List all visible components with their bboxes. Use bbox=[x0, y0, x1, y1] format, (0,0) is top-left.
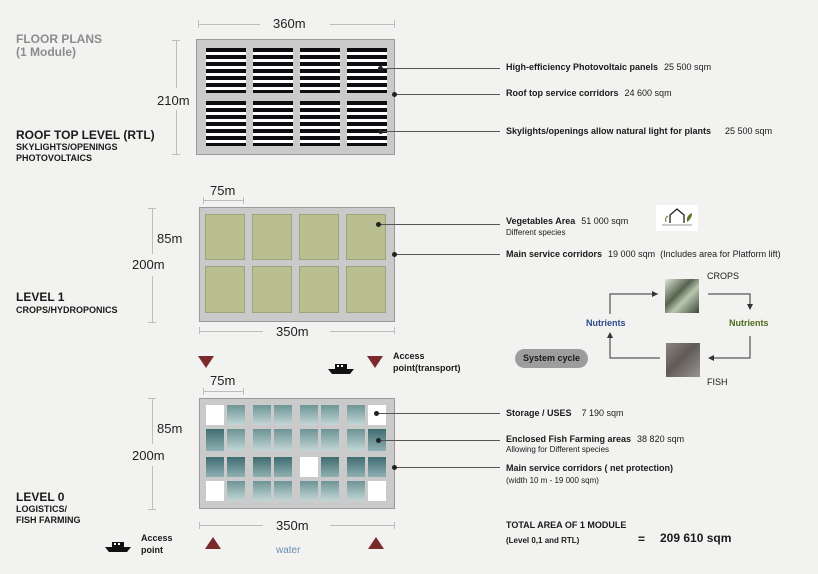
rtl-level-subtitle: SKYLIGHTS/OPENINGS bbox=[16, 142, 118, 152]
fish-farming-area bbox=[368, 457, 386, 477]
cycle-arrows bbox=[600, 286, 760, 376]
leader-line bbox=[380, 68, 500, 69]
total-area-value: 209 610 sqm bbox=[660, 531, 732, 545]
page-subtitle: (1 Module) bbox=[16, 45, 76, 59]
access-point-line1: Access bbox=[141, 533, 173, 543]
pv-panel bbox=[253, 48, 293, 93]
crop-area bbox=[299, 266, 339, 313]
dimension-tick bbox=[148, 322, 156, 323]
level0-width-label: 350m bbox=[276, 518, 309, 533]
rtl-height-label: 210m bbox=[157, 93, 190, 108]
nutrients-left-label: Nutrients bbox=[586, 318, 626, 328]
fish-farming-area bbox=[300, 405, 318, 425]
plant-house-icon bbox=[656, 205, 698, 231]
leader-line bbox=[378, 224, 500, 225]
level1-width-label: 350m bbox=[276, 324, 309, 339]
total-equals: = bbox=[638, 532, 646, 546]
fish-farming-area bbox=[321, 457, 339, 477]
crop-area bbox=[205, 266, 245, 313]
pv-panel bbox=[300, 101, 340, 146]
dimension-tick bbox=[148, 509, 156, 510]
leader-line bbox=[394, 94, 500, 95]
level0-height-label: 200m bbox=[132, 448, 165, 463]
dimension-line bbox=[330, 525, 395, 526]
crop-area bbox=[346, 266, 386, 313]
level0-corridors-label: Main service corridors ( net protection) bbox=[506, 463, 674, 473]
dimension-line bbox=[199, 525, 263, 526]
fish-farming-area bbox=[274, 405, 292, 425]
level1-corridors-label: Main service corridors 19 000 sqm (Includes area for Platform lift) bbox=[506, 249, 781, 259]
dimension-line bbox=[198, 24, 260, 25]
system-cycle-badge bbox=[515, 349, 588, 368]
level1-floor-plan bbox=[199, 207, 395, 322]
fish-farming-area bbox=[253, 481, 271, 501]
rtl-level-title: ROOF TOP LEVEL (RTL) bbox=[16, 128, 155, 142]
storage-area bbox=[300, 457, 318, 477]
dimension-line bbox=[199, 331, 263, 332]
dimension-line bbox=[176, 110, 177, 154]
dimension-line bbox=[176, 40, 177, 88]
module-width-label: 75m bbox=[210, 183, 236, 198]
fish-farming-subtitle: Allowing for Different species bbox=[506, 445, 610, 454]
dimension-line bbox=[152, 398, 153, 444]
leader-line bbox=[378, 440, 500, 441]
leader-line bbox=[380, 131, 500, 132]
module-height-label: 85m bbox=[157, 421, 183, 436]
level0-subtitle: LOGISTICS/ bbox=[16, 504, 68, 514]
dimension-line bbox=[152, 466, 153, 509]
dimension-line bbox=[330, 331, 395, 332]
storage-area bbox=[206, 405, 224, 425]
boat-icon bbox=[326, 360, 356, 376]
dimension-line bbox=[152, 208, 153, 254]
module-width-label: 75m bbox=[210, 373, 236, 388]
fish-farming-area bbox=[347, 481, 365, 501]
nutrients-right-label: Nutrients bbox=[729, 318, 769, 328]
fish-farming-area bbox=[206, 457, 224, 477]
fish-farming-area bbox=[253, 405, 271, 425]
module-height-label: 85m bbox=[157, 231, 183, 246]
level1-title: LEVEL 1 bbox=[16, 290, 65, 304]
pv-panels-label: High-efficiency Photovoltaic panels 25 500 sqm bbox=[506, 62, 712, 72]
crop-area bbox=[252, 266, 292, 313]
access-marker-icon bbox=[198, 356, 214, 368]
skylights-label: Skylights/openings allow natural light for plants 25 500 sqm bbox=[506, 126, 773, 136]
fish-farming-area bbox=[321, 405, 339, 425]
rtl-level-subtitle: PHOTOVOLTAICS bbox=[16, 153, 93, 163]
level0-floor-plan bbox=[199, 398, 395, 509]
rtl-floor-plan bbox=[196, 39, 395, 155]
fish-farming-area bbox=[274, 481, 292, 501]
fish-farming-area bbox=[347, 429, 365, 451]
fish-farming-area bbox=[274, 457, 292, 477]
level0-title: LEVEL 0 bbox=[16, 490, 65, 504]
dimension-line bbox=[203, 391, 243, 392]
fish-farming-area bbox=[253, 429, 271, 451]
leader-line bbox=[394, 467, 500, 468]
storage-label: Storage / USES 7 190 sqm bbox=[506, 408, 624, 418]
system-cycle-label: System cycle bbox=[522, 353, 581, 363]
fish-farming-area bbox=[227, 481, 245, 501]
dimension-line bbox=[203, 200, 243, 201]
dimension-tick bbox=[172, 154, 180, 155]
dimension-line bbox=[330, 24, 395, 25]
fish-farming-area bbox=[300, 481, 318, 501]
dimension-tick bbox=[243, 388, 244, 395]
crop-area bbox=[252, 214, 292, 260]
level0-subtitle: FISH FARMING bbox=[16, 515, 81, 525]
fish-farming-area bbox=[206, 429, 224, 451]
fish-farming-area bbox=[347, 457, 365, 477]
level0-corridors-subtitle: (width 10 m - 19 000 sqm) bbox=[506, 476, 599, 485]
crops-label: CROPS bbox=[707, 271, 740, 281]
access-marker-icon bbox=[367, 356, 383, 368]
crop-area bbox=[299, 214, 339, 260]
fish-farming-area bbox=[347, 405, 365, 425]
fish-label: FISH bbox=[707, 377, 728, 387]
fish-farming-label: Enclosed Fish Farming areas 38 820 sqm bbox=[506, 434, 685, 444]
level1-subtitle: CROPS/HYDROPONICS bbox=[16, 305, 118, 315]
total-area-subtitle: (Level 0,1 and RTL) bbox=[506, 536, 580, 545]
fish-farming-area bbox=[227, 457, 245, 477]
vegetables-area-label: Vegetables Area 51 000 sqm bbox=[506, 216, 629, 226]
access-marker-icon bbox=[205, 537, 221, 549]
dimension-tick bbox=[243, 197, 244, 204]
water-label: water bbox=[276, 545, 301, 556]
access-marker-icon bbox=[368, 537, 384, 549]
access-point-line2: point bbox=[141, 545, 163, 555]
pv-panel bbox=[347, 101, 387, 146]
vegetables-area-subtitle: Different species bbox=[506, 228, 566, 237]
pv-panel bbox=[206, 101, 246, 146]
fish-farming-area bbox=[227, 405, 245, 425]
fish-farming-area bbox=[253, 457, 271, 477]
leader-line bbox=[394, 254, 500, 255]
fish-farming-area bbox=[274, 429, 292, 451]
fish-farming-area bbox=[321, 429, 339, 451]
total-area-title: TOTAL AREA OF 1 MODULE bbox=[506, 520, 627, 530]
rtl-width-label: 360m bbox=[273, 16, 306, 31]
boat-icon bbox=[103, 538, 133, 554]
storage-area bbox=[206, 481, 224, 501]
fish-farming-area bbox=[300, 429, 318, 451]
page-title: FLOOR PLANS bbox=[16, 32, 102, 46]
rtl-corridors-label: Roof top service corridors 24 600 sqm bbox=[506, 88, 672, 98]
pv-panel bbox=[206, 48, 246, 93]
pv-panel bbox=[300, 48, 340, 93]
level1-height-label: 200m bbox=[132, 257, 165, 272]
leader-line bbox=[376, 413, 500, 414]
crop-area bbox=[205, 214, 245, 260]
crop-area bbox=[346, 214, 386, 260]
pv-panel bbox=[253, 101, 293, 146]
access-transport-line2: point(transport) bbox=[393, 363, 461, 373]
storage-area bbox=[368, 481, 386, 501]
fish-farming-area bbox=[321, 481, 339, 501]
fish-farming-area bbox=[227, 429, 245, 451]
access-transport-line1: Access bbox=[393, 351, 425, 361]
dimension-line bbox=[152, 276, 153, 322]
